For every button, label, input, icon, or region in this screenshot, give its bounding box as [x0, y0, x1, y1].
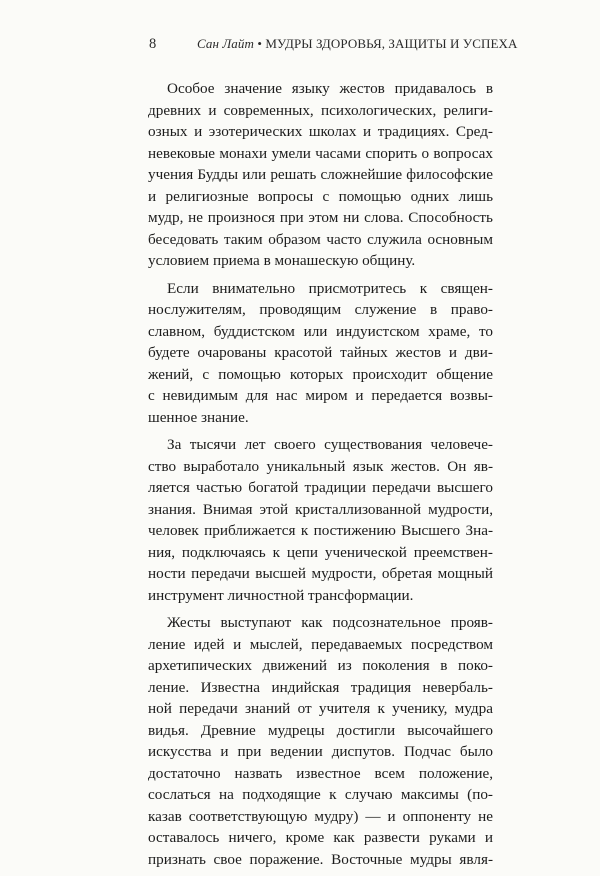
text-line: славном, буддистском или индуистском храме, то [148, 322, 493, 340]
running-head [197, 36, 517, 52]
text-line: инструмент личностной трансформации. [148, 586, 414, 604]
text-line: ление идей и мыслей, передаваемых посредством [148, 635, 493, 653]
page-number: 8 [149, 36, 157, 52]
text-line: знания. Внимая этой кристаллизованной мудрости, [148, 500, 493, 518]
text-line: озных и эзотерических школах и традициях. Сред- [148, 123, 493, 140]
paragraph [148, 78, 493, 272]
text-line: признать свое поражение. Восточные мудры явля- [148, 850, 493, 868]
text-line: беседовать таким образом часто служила основным [148, 230, 493, 248]
text-line: ности передачи высшей мудрости, обретая мощный [148, 565, 493, 582]
paragraph [148, 434, 493, 606]
paragraph [148, 612, 493, 870]
text-line: За тысячи лет своего существования человече- [167, 436, 493, 453]
page-header [149, 36, 518, 56]
text-line: ление. Известна индийская традиция невербаль- [148, 678, 493, 696]
text-line: с невидимым для нас миром и передается возвы- [148, 387, 493, 404]
text-line: ство выработало уникальный язык жестов. Он яв- [148, 457, 493, 475]
text-line: ной передачи знаний от учителя к ученику, мудра [148, 700, 493, 717]
text-line: и религиозные вопросы с помощью одних лишь [148, 187, 493, 205]
text-line: казав соответствующую мудру) — и оппоненту не [148, 807, 493, 825]
running-head-title: МУДРЫ ЗДОРОВЬЯ, ЗАЩИТЫ И УСПЕХА [265, 36, 518, 51]
text-line: условием приема в монашескую общину. [148, 252, 416, 269]
text-line: будете очарованы красотой тайных жестов и дви- [148, 344, 493, 361]
text-line: сослаться на подходящие к случаю максимы (по- [148, 786, 493, 803]
text-line: видья. Древние мудрецы достигли высочайшего [148, 721, 493, 739]
running-head-author: Сан Лайт [197, 36, 254, 51]
text-line: учения Будды или решать сложнейшие философские [148, 166, 493, 183]
text-line: мудр, не произнося при этом ни слова. Способность [148, 209, 493, 226]
paragraph [148, 278, 493, 429]
text-line: достаточно назвать известное всем положение, [148, 764, 493, 782]
text-line: Если внимательно присмотритесь к священ- [167, 279, 493, 297]
text-line: человек приближается к постижению Высшего Зна- [148, 522, 493, 539]
text-line: архетипических движений из поколения в поко- [148, 657, 493, 674]
text-line: шенное знание. [148, 408, 249, 426]
text-line: древних и современных, психологических, религи- [148, 101, 493, 119]
running-head-separator: • [257, 36, 262, 51]
text-line: Особое значение языку жестов придавалось в [167, 80, 493, 97]
text-line: жений, с помощью которых происходит общение [148, 365, 493, 383]
text-line: невековые монахи умели часами спорить о вопросах [148, 144, 493, 162]
text-line: оставалось ничего, кроме как развести руками и [148, 829, 493, 846]
text-line: ния, подключаясь к цепи ученической преемствен- [148, 543, 493, 561]
text-line: ляется частью богатой традиции передачи высшего [148, 479, 493, 496]
text-line: искусства и при ведении диспутов. Подчас было [148, 743, 493, 760]
text-line: нослужителям, проводящим служение в право- [148, 301, 493, 318]
body-text [148, 78, 493, 876]
text-line: Жесты выступают как подсознательное прояв- [167, 614, 493, 631]
